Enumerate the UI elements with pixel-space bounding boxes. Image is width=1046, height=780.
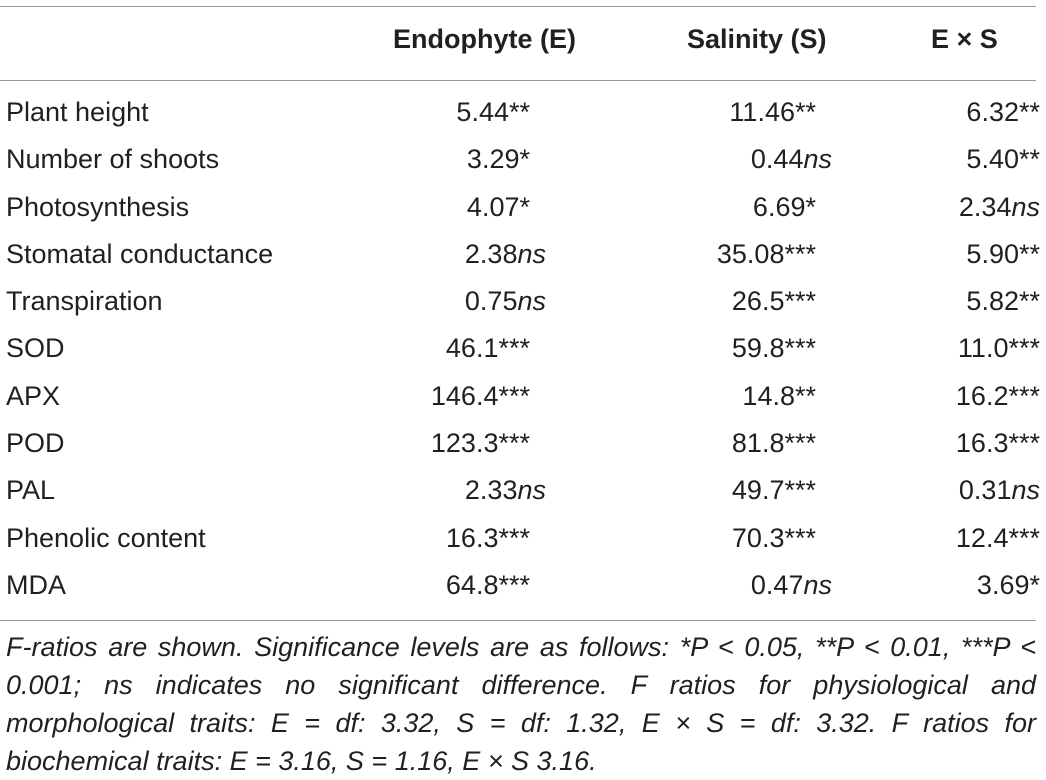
interaction-value: 6.32 [966,97,1019,127]
interaction-value: 11.0 [957,333,1009,364]
endophyte-value: 16.3 [445,522,499,553]
interaction-significance: * [1029,569,1040,600]
endophyte-cell [431,374,530,418]
salinity-value: 70.3 [731,522,785,553]
endophyte-significance: *** [498,428,530,459]
trait-label: SOD [6,333,65,364]
endophyte-significance: ns [517,238,546,269]
trait-label: Plant height [6,97,149,127]
salinity-significance: ** [794,97,816,127]
trait-label: Number of shoots [6,144,220,175]
trait-label: Photosynthesis [6,191,190,222]
endophyte-value: 2.33 [464,475,518,506]
endophyte-cell [465,468,546,512]
endophyte-cell [431,421,530,465]
interaction-cell [956,516,1040,560]
endophyte-cell [467,185,530,229]
salinity-cell [753,185,816,229]
endophyte-significance: ns [517,475,546,506]
salinity-significance: * [805,191,816,222]
interaction-cell [966,90,1040,134]
interaction-significance: ** [1018,144,1040,175]
salinity-significance: *** [784,286,816,317]
salinity-cell [729,90,816,134]
salinity-cell [751,137,832,181]
trait-label: PAL [6,475,56,506]
interaction-value: 5.40 [966,144,1019,175]
salinity-cell [732,468,816,512]
table-top-rule [0,6,1036,7]
salinity-value: 11.46 [729,97,795,127]
salinity-cell [717,232,816,276]
interaction-significance: *** [1008,522,1040,553]
salinity-value: 35.08 [716,238,785,269]
salinity-value: 81.8 [731,428,785,459]
table-header-rule [0,80,1036,81]
table-row [0,279,1046,326]
interaction-value: 0.31 [958,475,1012,506]
endophyte-significance: *** [498,333,530,364]
trait-label: MDA [6,569,66,600]
table-row [0,563,1046,610]
salinity-cell [732,421,816,465]
interaction-value: 5.82 [966,286,1019,317]
endophyte-significance: ** [508,97,530,127]
header-salinity: Salinity (S) [687,24,827,54]
table-row [0,90,1046,137]
table-row [0,374,1046,421]
salinity-significance: *** [784,475,816,506]
table-row [0,185,1046,232]
salinity-value: 49.7 [731,475,785,506]
endophyte-value: 3.29 [466,144,520,175]
endophyte-value: 123.3 [430,428,499,459]
header-endophyte: Endophyte (E) [393,24,576,54]
salinity-cell [751,563,832,607]
endophyte-cell [446,326,530,370]
interaction-value: 16.3 [955,428,1009,459]
endophyte-significance: *** [498,380,530,411]
trait-label: Stomatal conductance [6,238,274,269]
salinity-value: 26.5 [731,286,785,317]
endophyte-cell [456,90,530,134]
endophyte-cell [467,137,530,181]
interaction-significance: *** [1008,428,1040,459]
interaction-cell [959,185,1040,229]
salinity-significance: ns [803,569,832,600]
interaction-cell [966,279,1040,323]
trait-label: Transpiration [6,286,163,317]
interaction-significance: ns [1011,191,1040,222]
interaction-value: 5.90 [966,238,1019,269]
endophyte-value: 0.75 [464,286,518,317]
table-header-row [0,24,1046,64]
salinity-significance: ns [803,144,832,175]
endophyte-value: 2.38 [464,238,518,269]
salinity-significance: *** [784,238,816,269]
salinity-significance: *** [784,522,816,553]
endophyte-value: 5.44 [456,97,509,127]
salinity-value: 0.47 [750,569,804,600]
salinity-significance: *** [784,428,816,459]
endophyte-significance: * [519,144,530,175]
endophyte-cell [465,279,546,323]
table-row [0,516,1046,563]
endophyte-value: 64.8 [445,569,499,600]
trait-label: Phenolic content [6,522,206,553]
interaction-value: 2.34 [958,191,1012,222]
table-bottom-rule [0,620,1036,621]
salinity-cell [732,279,816,323]
interaction-cell [958,326,1040,370]
salinity-value: 6.69 [752,191,806,222]
interaction-cell [959,468,1040,512]
endophyte-cell [446,516,530,560]
interaction-significance: *** [1008,333,1040,364]
interaction-cell [956,374,1040,418]
endophyte-significance: ns [517,286,546,317]
endophyte-cell [446,563,530,607]
salinity-cell [742,374,816,418]
endophyte-significance: * [519,191,530,222]
interaction-value: 3.69 [976,569,1030,600]
table-row [0,468,1046,515]
table-row [0,326,1046,373]
interaction-cell [966,137,1040,181]
table-footnote: F-ratios are shown. Significance levels are as follows: *P < 0.05, **P < 0.01, ***P < 0.001; ns indicates no significant difference. F ratios for physiological and morphological traits: E = df: 3.32, S = df: 1.32, E × S = df: 3.32. F ratios for biochemical traits: E = 3.16, S = 1.16, E × S 3.16. [6,632,1036,776]
interaction-significance: ns [1011,475,1040,506]
header-interaction: E × S [931,24,998,54]
trait-label: POD [6,428,65,459]
interaction-significance: ** [1018,286,1040,317]
endophyte-significance: *** [498,569,530,600]
endophyte-value: 4.07 [466,191,520,222]
salinity-value: 59.8 [731,333,785,364]
endophyte-value: 146.4 [430,380,499,411]
interaction-significance: ** [1018,97,1040,127]
endophyte-value: 46.1 [445,333,499,364]
salinity-value: 0.44 [750,144,804,175]
salinity-cell [732,326,816,370]
table-body [0,90,1046,610]
interaction-value: 16.2 [955,380,1009,411]
salinity-significance: ** [794,380,816,411]
table-row [0,232,1046,279]
interaction-significance: *** [1008,380,1040,411]
interaction-cell [956,421,1040,465]
interaction-cell [966,232,1040,276]
endophyte-cell [465,232,546,276]
interaction-significance: ** [1018,238,1040,269]
salinity-significance: *** [784,333,816,364]
table-row [0,421,1046,468]
interaction-cell [977,563,1040,607]
table-row [0,137,1046,184]
interaction-value: 12.4 [955,522,1009,553]
endophyte-significance: *** [498,522,530,553]
trait-label: APX [6,380,61,411]
salinity-cell [732,516,816,560]
salinity-value: 14.8 [742,380,795,411]
